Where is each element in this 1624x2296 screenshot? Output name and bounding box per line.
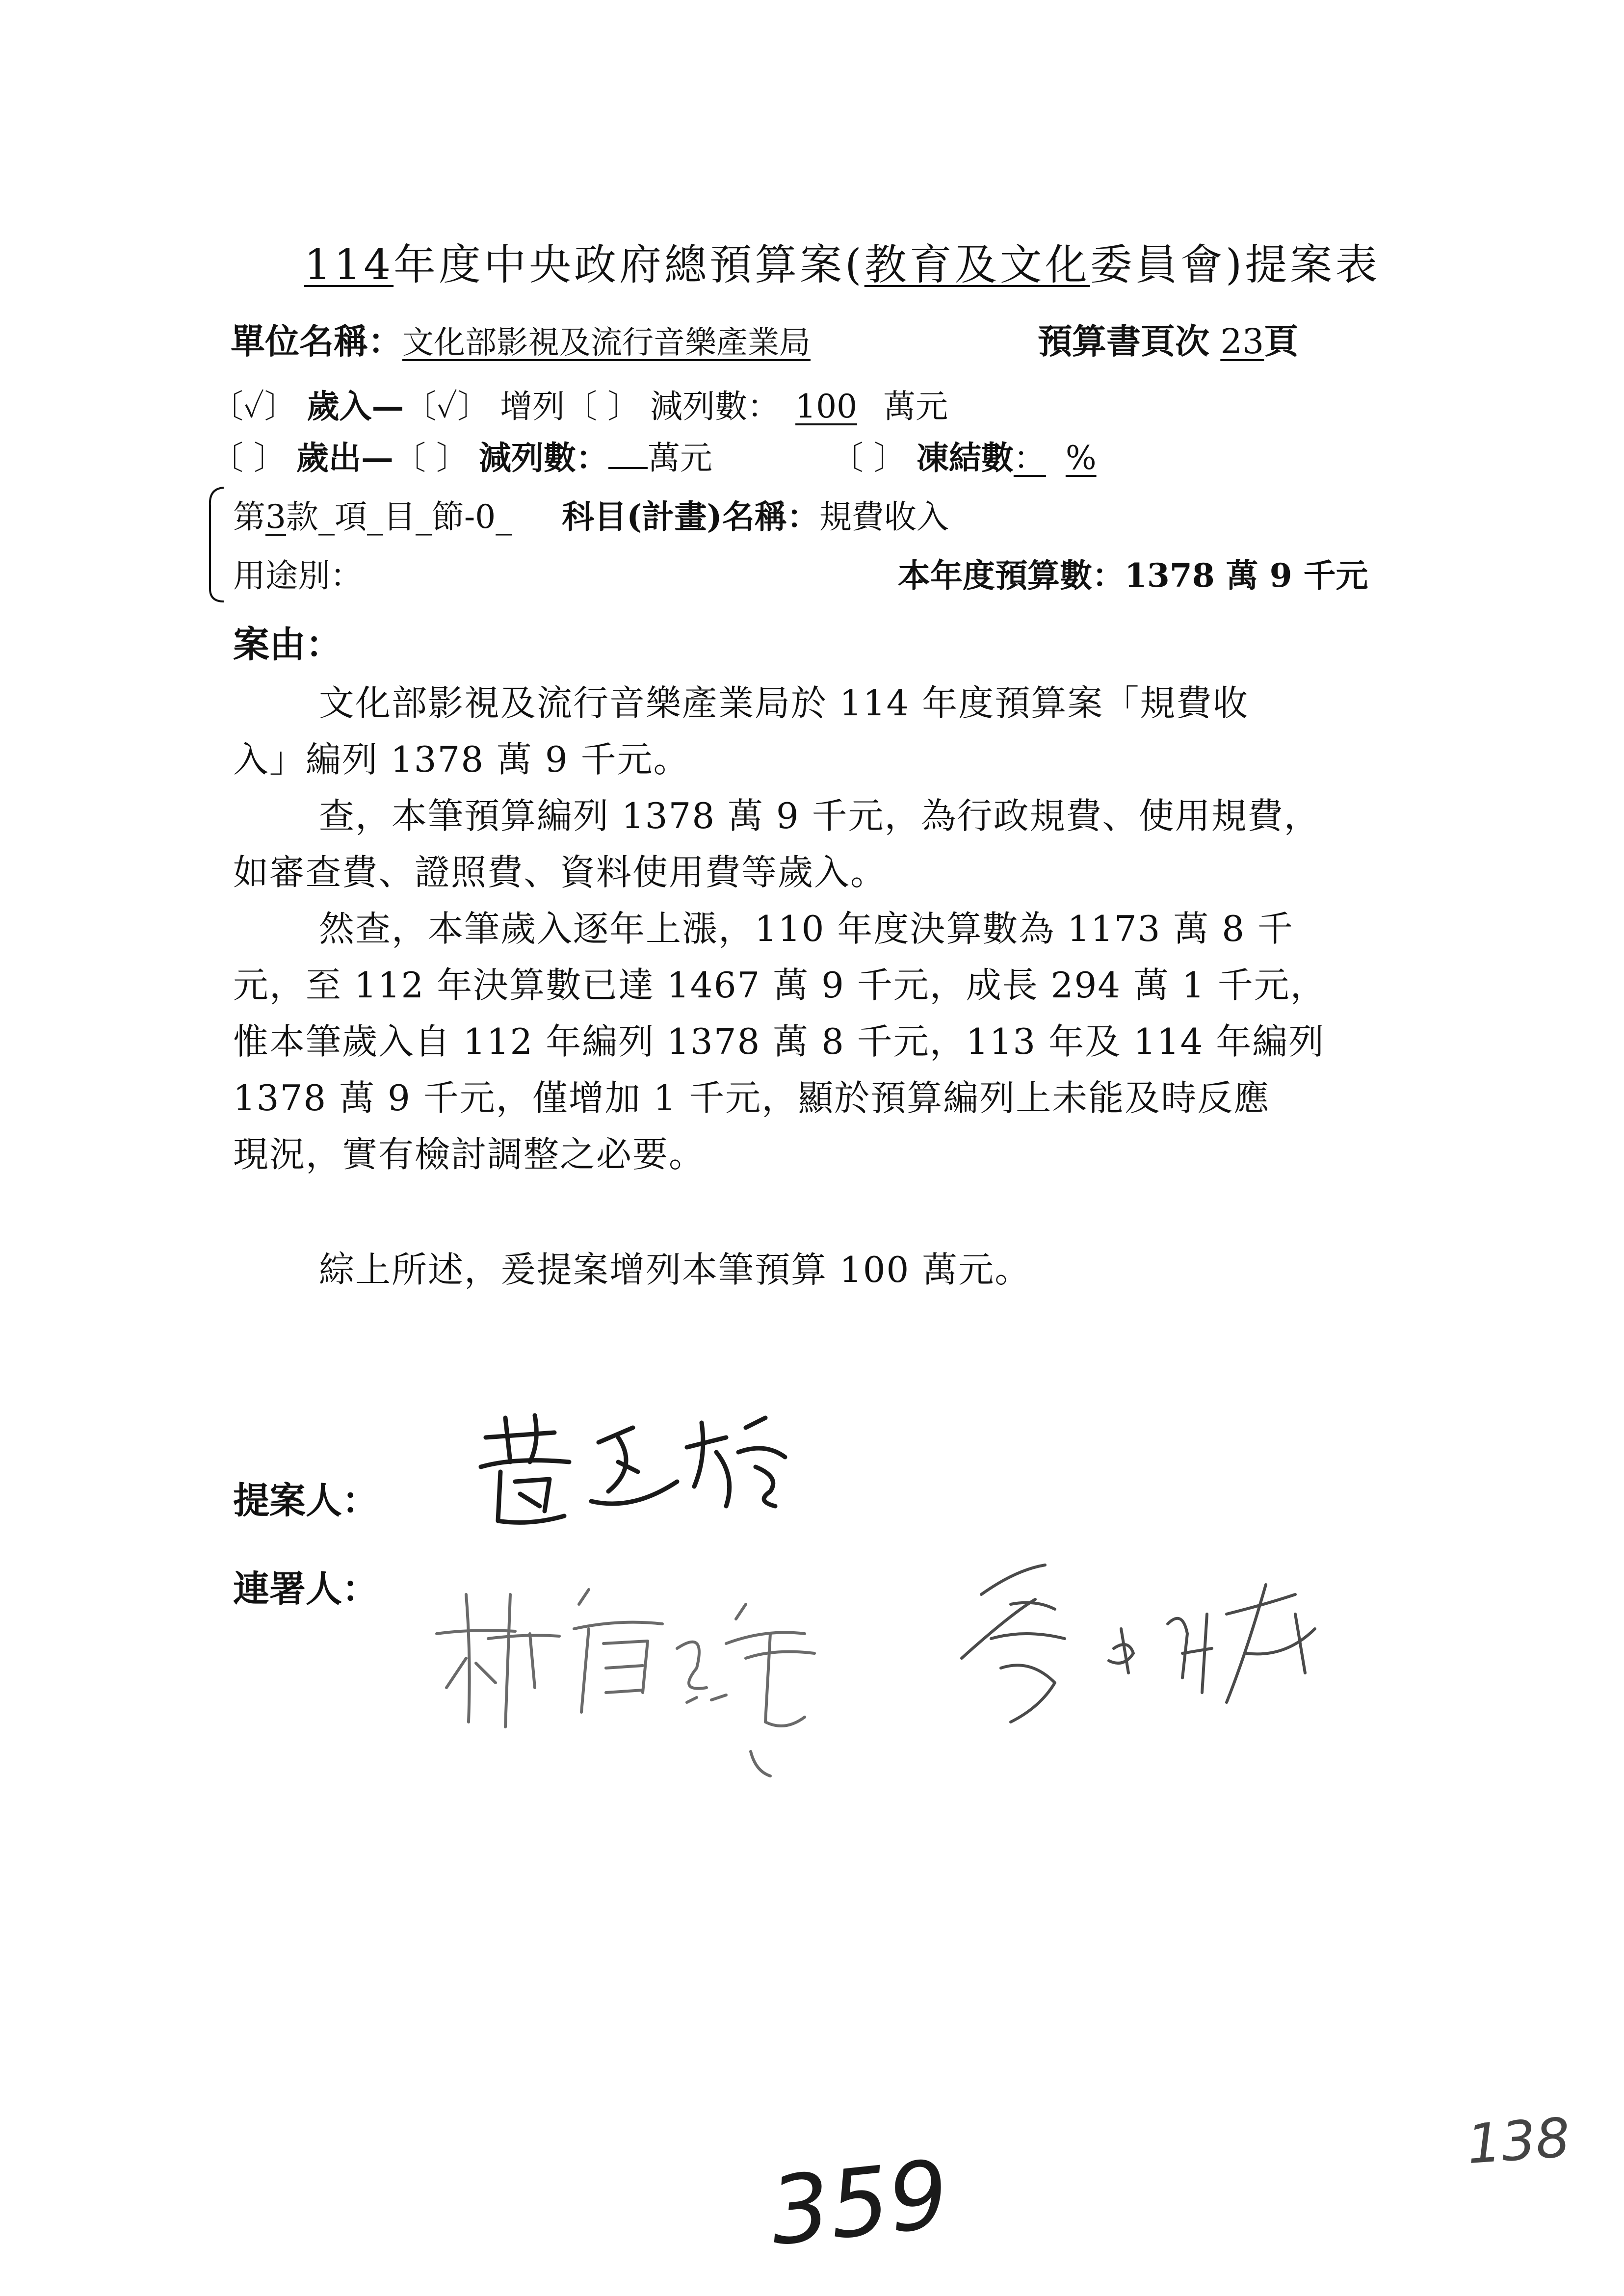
freeze-label: 凍結數 bbox=[916, 439, 1014, 477]
reason-line-7: 惟本筆歲入自 112 年編列 1378 萬 8 千元，113 年及 114 年編列 bbox=[233, 1021, 1325, 1062]
increase-checkmark[interactable]: ✓ bbox=[436, 388, 458, 425]
reason-conclusion: 綜上所述，爰提案增列本筆預算 100 萬元。 bbox=[319, 1249, 1031, 1290]
subject-label: 科目(計畫)名稱： bbox=[562, 497, 819, 536]
reason-line-2: 入」編列 1378 萬 9 千元。 bbox=[233, 739, 690, 780]
section-rest: 款_項_目_節-0_ bbox=[286, 498, 512, 536]
freeze-unit: % bbox=[1065, 439, 1097, 477]
page-title bbox=[304, 231, 1380, 291]
proposer-signature bbox=[471, 1408, 824, 1540]
expenditure-line bbox=[211, 432, 1097, 478]
subject-value: 規費收入 bbox=[819, 498, 949, 536]
increase-open: 〔 bbox=[404, 388, 437, 425]
revenue-amount: 100 bbox=[795, 388, 858, 425]
revenue-line bbox=[211, 380, 948, 427]
title-suffix: 委員會)提案表 bbox=[1090, 240, 1381, 289]
budget-label: 本年度預算數： bbox=[898, 556, 1125, 595]
handwritten-page-number: 359 bbox=[765, 2139, 954, 2267]
decrease-box[interactable]: 〔 〕 bbox=[565, 388, 640, 425]
title-prefix: 年度中央政府總預算案( bbox=[393, 240, 864, 289]
section-prefix: 第 bbox=[233, 498, 265, 536]
unit-label: 單位名稱： bbox=[231, 321, 402, 362]
expenditure-amount-blank[interactable] bbox=[608, 436, 648, 469]
reason-line-8: 1378 萬 9 千元，僅增加 1 千元，顯於預算編列上未能及時反應 bbox=[233, 1077, 1270, 1119]
expenditure-decrease-box[interactable]: 〔 〕 bbox=[393, 439, 469, 477]
page-ref-value: 23 bbox=[1220, 321, 1264, 362]
revenue-open: 〔 bbox=[211, 388, 243, 425]
account-bracket bbox=[206, 486, 226, 603]
increase-label: 增列 bbox=[500, 388, 565, 425]
expenditure-label: 歲出— bbox=[296, 439, 393, 477]
budget-value: 1378 萬 9 千元 bbox=[1125, 556, 1368, 595]
handwritten-corner-number: 138 bbox=[1465, 2106, 1572, 2176]
revenue-close: 〕 bbox=[264, 388, 297, 425]
cosigner-label: 連署人： bbox=[233, 1568, 378, 1610]
page-ref-unit: 頁 bbox=[1264, 321, 1299, 362]
unit-value: 文化部影視及流行音樂產業局 bbox=[402, 325, 811, 361]
reason-line-5: 然查，本筆歲入逐年上漲，110 年度決算數為 1173 萬 8 千 bbox=[319, 908, 1294, 949]
proposer-label: 提案人： bbox=[233, 1480, 378, 1522]
freeze-blank[interactable] bbox=[1013, 432, 1097, 478]
decrease-label: 減列數： bbox=[650, 388, 780, 425]
use-label: 用途別： bbox=[233, 557, 363, 595]
page-ref-label: 預算書頁次 bbox=[1038, 321, 1209, 362]
section-number: 3 bbox=[265, 498, 286, 536]
reason-line-9: 現況，實有檢討調整之必要。 bbox=[233, 1134, 706, 1175]
revenue-unit: 萬元 bbox=[883, 388, 948, 425]
reason-line-4: 如審查費、證照費、資料使用費等歲入。 bbox=[233, 852, 887, 893]
reason-line-1: 文化部影視及流行音樂產業局於 114 年度預算案「規費收 bbox=[319, 682, 1249, 724]
budget-line bbox=[898, 549, 1368, 596]
unit-line bbox=[231, 314, 1298, 364]
cosigner-signature-2 bbox=[952, 1555, 1364, 1742]
expenditure-decrease-label: 減列數： bbox=[478, 439, 608, 477]
title-committee: 教育及文化 bbox=[864, 240, 1090, 289]
freeze-box[interactable]: 〔 〕 bbox=[831, 439, 906, 477]
reason-heading: 案由： bbox=[233, 624, 342, 666]
title-year: 114 bbox=[304, 240, 394, 289]
expenditure-unit: 萬元 bbox=[647, 439, 712, 477]
revenue-label: 歲入— bbox=[307, 387, 404, 425]
freeze-colon: ： bbox=[1013, 439, 1046, 477]
revenue-checkmark[interactable]: ✓ bbox=[243, 388, 264, 425]
reason-line-6: 元，至 112 年決算數已達 1467 萬 9 千元，成長 294 萬 1 千元， bbox=[233, 965, 1327, 1006]
expenditure-box[interactable]: 〔 〕 bbox=[211, 439, 286, 477]
account-line bbox=[233, 491, 949, 537]
reason-line-3: 查，本筆預算編列 1378 萬 9 千元，為行政規費、使用規費， bbox=[319, 795, 1320, 836]
cosigner-signature-1 bbox=[432, 1575, 873, 1781]
increase-close: 〕 bbox=[457, 388, 490, 425]
